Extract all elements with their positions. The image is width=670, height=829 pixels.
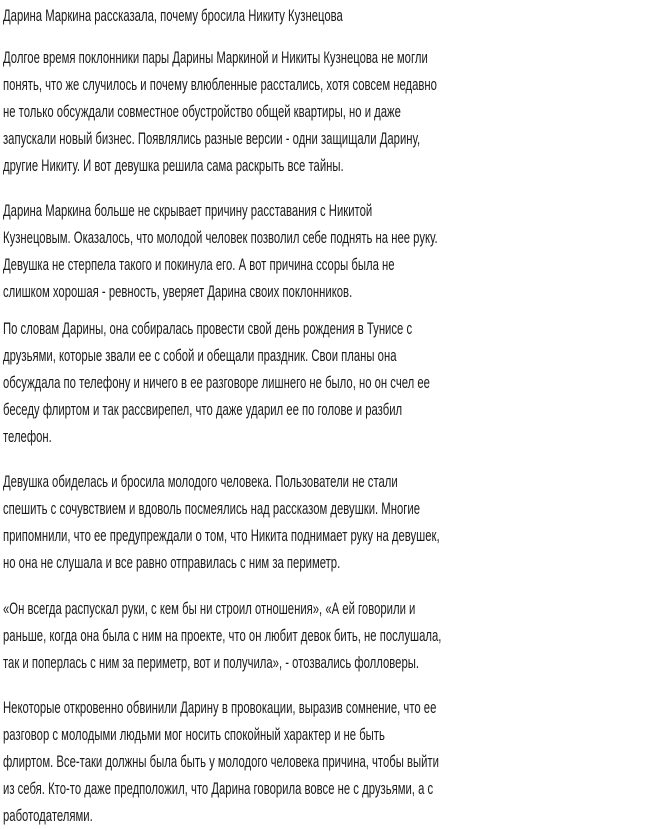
article-title: Дарина Маркина рассказала, почему бросила Никиту Кузнецова [3,6,343,25]
text-line: обсуждала по телефону и ничего в ее разговоре лишнего не было, но он счел ее [3,373,430,392]
text-line: Девушка не стерпела такого и покинула его. А вот причина ссоры была не [3,255,395,274]
text-line: работодателями. [3,806,93,825]
text-line: запускали новый бизнес. Появлялись разные версии - одни защищали Дарину, [3,129,421,148]
text-line: но она не слушала и все равно отправилась с ним за периметр. [3,553,341,572]
text-line: припомнили, что ее предупреждали о том, что Никита поднимает руку на девушек, [3,526,440,545]
text-line: понять, что же случилось и почему влюбленные расстались, хотя совсем недавно [3,75,437,94]
text-line: друзьями, которые звали ее с собой и обещали праздник. Свои планы она [3,346,397,365]
text-line: разговор с молодыми людьми мог носить спокойный характер и не быть [3,725,385,744]
paragraph-6 [3,694,439,829]
text-line: беседу флиртом и так рассвирепел, что даже ударил ее по голове и разбил [3,400,403,419]
text-line: слишком хорошая - ревность, уверяет Дарина своих поклонников. [3,282,353,301]
paragraph-5-quotes [3,595,441,676]
text-line: По словам Дарины, она собиралась провести свой день рождения в Тунисе с [3,319,413,338]
text-line: Дарина Маркина больше не скрывает причину расставания с Никитой [3,201,373,220]
text-line: Кузнецовым. Оказалось, что молодой человек позволил себе поднять на нее руку. [3,228,438,247]
text-line: из себя. Кто-то даже предположил, что Дарина говорила вовсе не с друзьями, а с [3,779,434,798]
paragraph-4 [3,468,440,576]
text-line: Некоторые откровенно обвинили Дарину в провокации, выразив сомнение, что ее [3,698,437,717]
text-line: флиртом. Все-таки должны была быть у молодого человека причина, чтобы выйти [3,752,439,771]
paragraph-3 [3,315,430,450]
paragraph-2 [3,197,438,305]
paragraph-1 [3,44,437,179]
text-line: Девушка обиделась и бросила молодого человека. Пользователи не стали [3,472,398,491]
text-line: спешить с сочувствием и вдоволь посмеялись над рассказом девушки. Многие [3,499,420,518]
text-line: «Он всегда распускал руки, с кем бы ни строил отношения», «А ей говорили и [3,599,416,618]
text-line: не только обсуждали совместное обустройство общей квартиры, но и даже [3,102,401,121]
text-line: так и поперлась с ним за периметр, вот и получила», - отозвались фолловеры. [3,653,420,672]
text-line: другие Никиту. И вот девушка решила сама раскрыть все тайны. [3,156,344,175]
text-line: телефон. [3,427,52,446]
text-line: раньше, когда она была с ним на проекте, что он любит девок бить, не послушала, [3,626,442,645]
text-line: Долгое время поклонники пары Дарины Маркиной и Никиты Кузнецова не могли [3,48,428,67]
